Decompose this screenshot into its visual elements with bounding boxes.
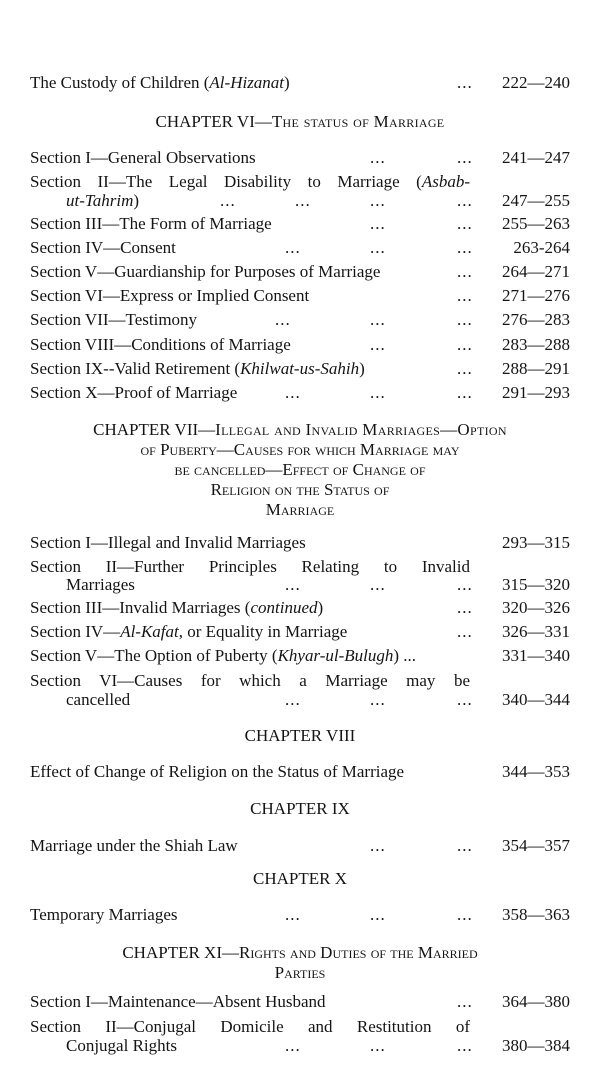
toc-entry (30, 835, 570, 857)
entry-label: Section VIII—Conditions of Marriage (30, 335, 291, 354)
leader-dots: ... (370, 575, 386, 594)
page-range: 241—247 (502, 148, 570, 167)
toc-entry-continued (30, 574, 570, 596)
page-range: 358—363 (502, 905, 570, 924)
page-range: 380—384 (502, 1036, 570, 1055)
leader-dots: ... (457, 286, 473, 305)
chapter-heading: CHAPTER VI—The status of Marriage (155, 112, 445, 131)
leader-dots: ... (457, 310, 473, 329)
page-range: 271—276 (502, 286, 570, 305)
entry-label: Section III—The Form of Marriage (30, 214, 272, 233)
leader-dots: ... (275, 310, 291, 329)
entry-label: Section VII—Testimony (30, 310, 198, 329)
leader-dots: ... (370, 836, 386, 855)
leader-dots: ... (285, 383, 301, 402)
leader-dots: ... (457, 598, 473, 617)
leader-dots: ... (370, 335, 386, 354)
toc-entry (30, 213, 570, 235)
entry-label: Section II—Further Principles Relating to Invalid (30, 557, 470, 576)
page-range: 247—255 (502, 191, 570, 210)
toc-entry (30, 645, 570, 667)
page-range: 320—326 (502, 598, 570, 617)
page-range: 354—357 (502, 836, 570, 855)
page-range: 340—344 (502, 690, 570, 709)
entry-label: Section V—Guardianship for Purposes of Marriage (30, 262, 381, 281)
leader-dots: ... (285, 905, 301, 924)
leader-dots: ... (285, 690, 301, 709)
toc-entry (30, 285, 570, 307)
leader-dots: ... (370, 148, 386, 167)
leader-dots: ... (457, 335, 473, 354)
leader-dots: ... (370, 383, 386, 402)
entry-label: Conjugal Rights (66, 1036, 177, 1055)
leader-dots: ... (457, 1036, 473, 1055)
page-range: 264—271 (502, 262, 570, 281)
toc-entry (30, 309, 570, 331)
leader-dots: ... (370, 690, 386, 709)
entry-label: Section I—General Observations (30, 148, 256, 167)
entry-label: Effect of Change of Religion on the Status of Marriage (30, 762, 405, 781)
entry-label: Section V—The Option of Puberty (Khyar-ul-Bulugh) ... (30, 646, 417, 665)
leader-dots: ... (457, 73, 473, 92)
leader-dots: ... (370, 238, 386, 257)
entry-label: Section IV—Al-Kafat, or Equality in Marriage (30, 622, 348, 641)
leader-dots: ... (295, 191, 311, 210)
entry-label: Section X—Proof of Marriage (30, 383, 238, 402)
leader-dots: ... (370, 905, 386, 924)
leader-dots: ... (457, 359, 473, 378)
entry-label: Marriages (66, 575, 135, 594)
entry-label: Section I—Illegal and Invalid Marriages (30, 533, 306, 552)
page-range: 263-264 (513, 238, 570, 257)
chapter-heading: CHAPTER IX (250, 799, 350, 818)
toc-entry (30, 358, 570, 380)
toc-entry (30, 532, 570, 554)
leader-dots: ... (370, 1036, 386, 1055)
toc-entry (30, 147, 570, 169)
entry-label: Section VI—Express or Implied Consent (30, 286, 310, 305)
toc-entry (30, 904, 570, 926)
toc-entry-continued (30, 689, 570, 711)
leader-dots: ... (220, 191, 236, 210)
leader-dots: ... (370, 310, 386, 329)
leader-dots: ... (457, 836, 473, 855)
leader-dots: ... (457, 622, 473, 641)
toc-entry (30, 237, 570, 259)
page-range: 364—380 (502, 992, 570, 1011)
entry-label: ut-Tahrim) (66, 191, 140, 210)
toc-entry-continued (30, 190, 570, 212)
chapter-heading: CHAPTER XI—Rights and Duties of the Married Parties (122, 943, 478, 982)
leader-dots: ... (457, 383, 473, 402)
toc-entry (30, 334, 570, 356)
leader-dots: ... (285, 575, 301, 594)
leader-dots: ... (457, 992, 473, 1011)
leader-dots: ... (457, 148, 473, 167)
leader-dots: ... (370, 214, 386, 233)
leader-dots: ... (457, 214, 473, 233)
toc-entry (30, 761, 570, 783)
entry-label: Marriage under the Shiah Law (30, 836, 238, 855)
toc-entry (30, 382, 570, 404)
page-range: 326—331 (502, 622, 570, 641)
chapter-heading: CHAPTER VII—Illegal and Invalid Marriages—Option of Puberty—Causes for which Marriage may be cancelled—Effect of Change of Religion on the Status of Marriage (93, 420, 507, 519)
page-range: 344—353 (502, 762, 570, 781)
page-range: 291—293 (502, 383, 570, 402)
page-range: 288—291 (502, 359, 570, 378)
leader-dots: ... (457, 575, 473, 594)
leader-dots: ... (457, 262, 473, 281)
chapter-heading: CHAPTER VIII (244, 726, 356, 745)
entry-label: Section IV—Consent (30, 238, 176, 257)
entry-label: Temporary Marriages (30, 905, 178, 924)
entry-label: Section III—Invalid Marriages (continued) (30, 598, 324, 617)
leader-dots: ... (457, 238, 473, 257)
page-range: 222—240 (502, 73, 570, 92)
page-range: 276—283 (502, 310, 570, 329)
page-range: 315—320 (502, 575, 570, 594)
entry-label: Section II—The Legal Disability to Marriage (Asbab- (30, 172, 470, 191)
leader-dots: ... (370, 191, 386, 210)
page-range: 293—315 (502, 533, 570, 552)
leader-dots: ... (457, 905, 473, 924)
leader-dots: ... (457, 690, 473, 709)
entry-label: Section I—Maintenance—Absent Husband (30, 992, 326, 1011)
leader-dots: ... (457, 191, 473, 210)
leader-dots: ... (285, 1036, 301, 1055)
toc-entry (30, 621, 570, 643)
chapter-heading: CHAPTER X (253, 869, 347, 888)
entry-label: Section VI—Causes for which a Marriage may be (30, 671, 470, 690)
leader-dots: ... (285, 238, 301, 257)
entry-label: Section II—Conjugal Domicile and Restitution of (30, 1017, 470, 1036)
page-range: 331—340 (502, 646, 570, 665)
toc-entry (30, 261, 570, 283)
entry-label: cancelled (66, 690, 131, 709)
toc-entry (30, 72, 570, 94)
entry-label: Section IX--Valid Retirement (Khilwat-us-Sahih) (30, 359, 365, 378)
page-range: 255—263 (502, 214, 570, 233)
toc-entry (30, 597, 570, 619)
toc-entry (30, 991, 570, 1013)
entry-label: The Custody of Children (Al-Hizanat) (30, 73, 290, 92)
page-range: 283—288 (502, 335, 570, 354)
toc-entry-continued (30, 1035, 570, 1057)
